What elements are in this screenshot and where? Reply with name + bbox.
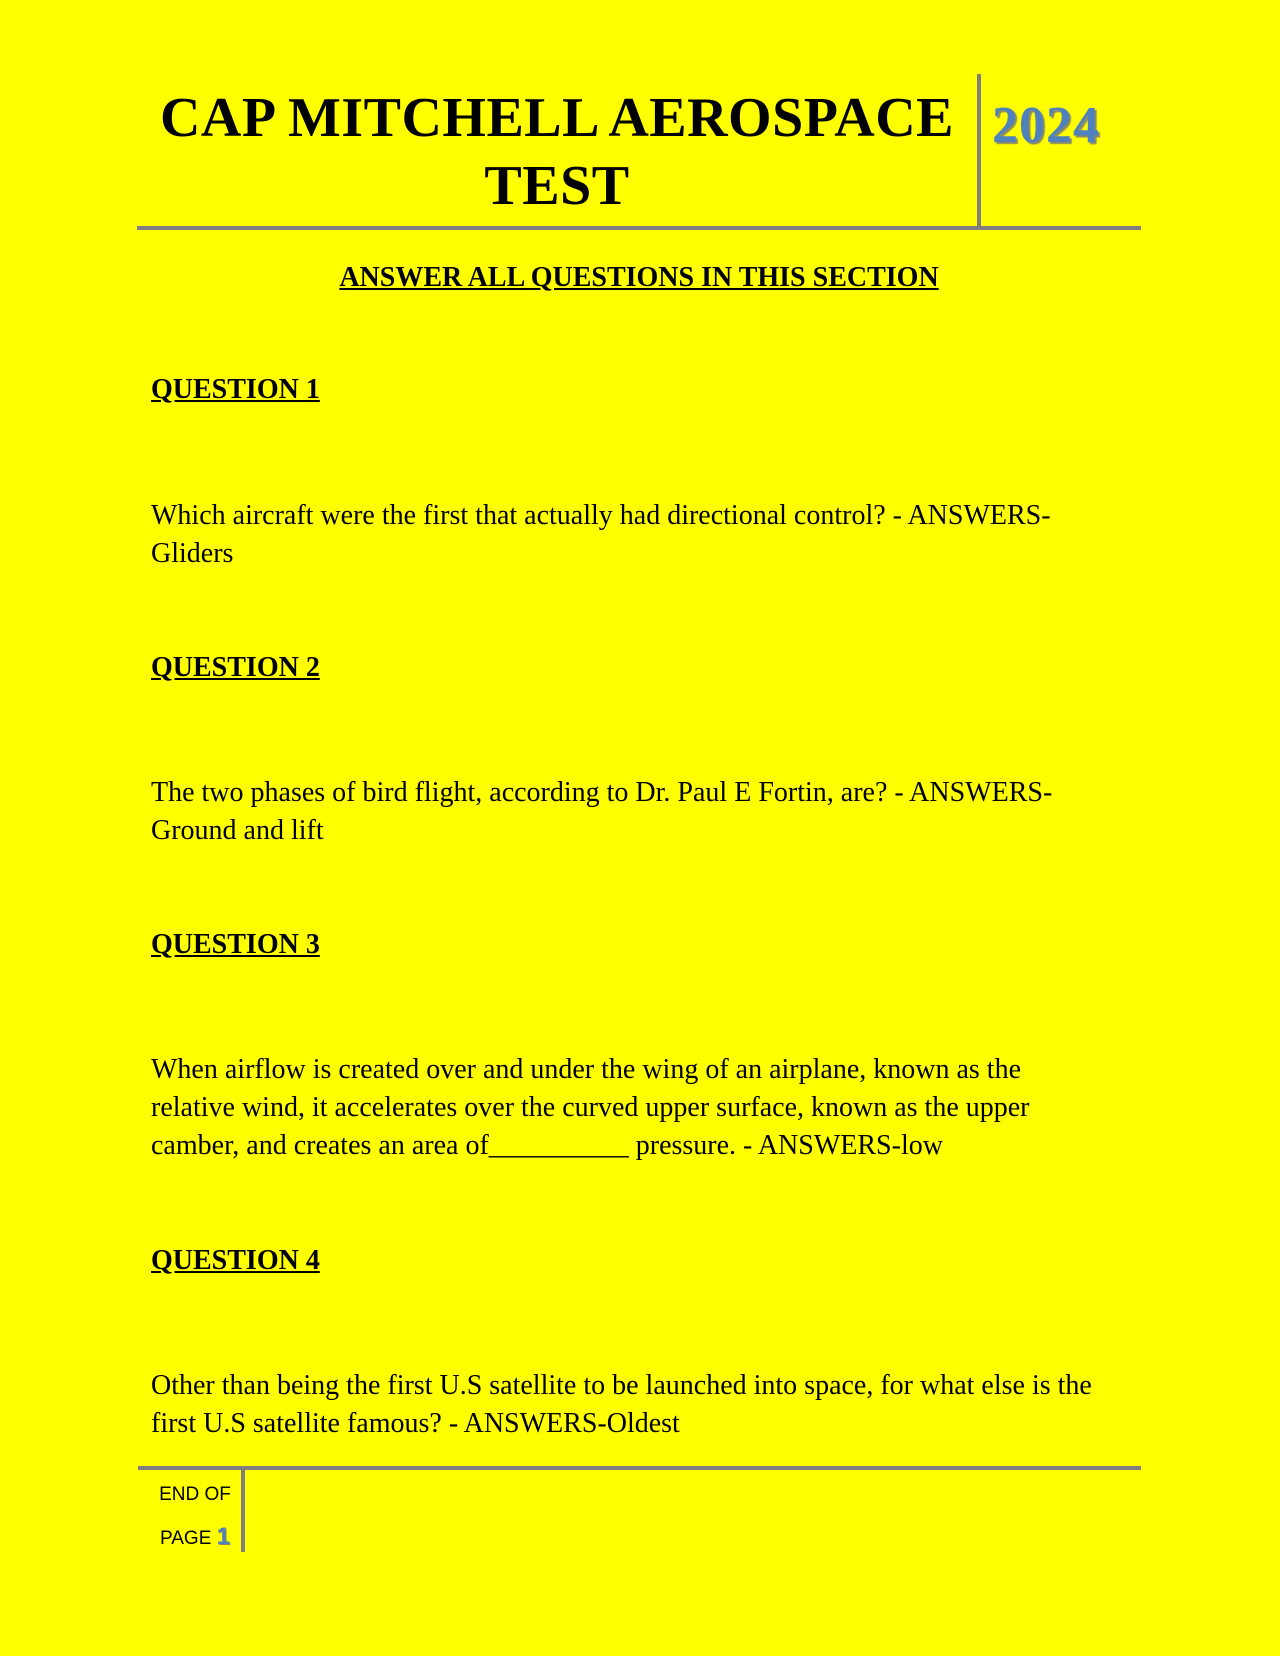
footer-page-word: PAGE [159,1528,212,1549]
footer-vertical-divider [241,1470,245,1552]
document-header [137,74,1141,230]
footer-page-number: 1 [216,1523,231,1550]
section-heading: ANSWER ALL QUESTIONS IN THIS SECTION [339,262,939,293]
header-divider [137,226,1141,230]
question-1-text: Which aircraft were the first that actually had directional control? - ANSWERS-Gliders [151,500,1051,569]
question-3-text: When airflow is created over and under the wing of an airplane, known as the relative wind, it accelerates over the curved upper surface, known as the upper camber, and creates an area of__________ pressure. - ANSWERS-low [151,1054,1030,1161]
question-2-heading: QUESTION 2 [151,652,320,683]
question-2-text: The two phases of bird flight, according to Dr. Paul E Fortin, are? - ANSWERS-Ground and lift [151,777,1053,846]
question-3-heading: QUESTION 3 [151,929,320,960]
footer-page-label [150,1516,240,1560]
document-title: CAP MITCHELL AEROSPACE TEST [159,87,955,217]
question-1-heading: QUESTION 1 [151,374,320,405]
footer-divider [138,1466,1141,1470]
header-vertical-divider [977,74,981,230]
footer-end-of: END OF [159,1484,231,1505]
header-year: 2024 [992,97,1100,154]
page-footer [150,1474,240,1560]
question-4-text: Other than being the first U.S satellite to be launched into space, for what else is the first U.S satellite famous? - ANSWERS-Oldest [151,1370,1092,1439]
question-4-heading: QUESTION 4 [151,1245,320,1276]
